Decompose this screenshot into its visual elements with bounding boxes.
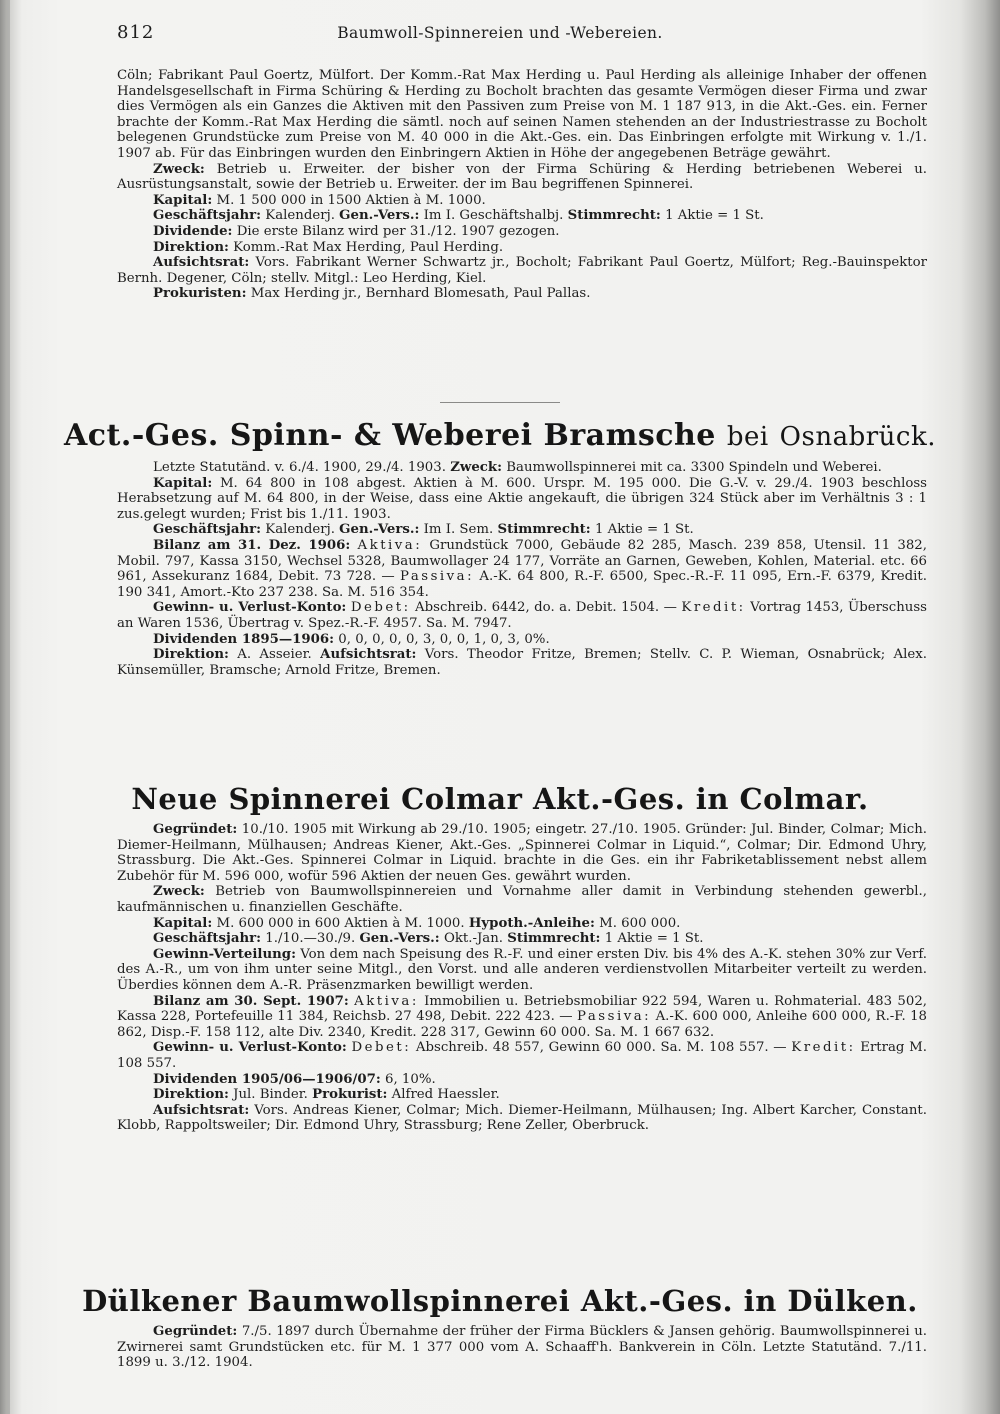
entry3-guv: Gewinn- u. Verlust-Konto: Debet: Abschreib. 48 557, Gewinn 60 000. Sa. M. 108 557. — Kredit: Ertrag M. 108 557. [117,1040,927,1071]
running-header [0,22,1000,50]
entry3-bilanz: Bilanz am 30. Sept. 1907: Aktiva: Immobilien u. Betriebsmobiliar 922 594, Waren u. Rohmaterial. 483 502, Kassa 228, Portefeuille 11 384, Reichsb. 27 498, Debit. 222 423. — Passiva: A.-K. 600 000, Anleihe 600 000, R.-F. 18 862, Disp.-F. 158 112, alte Div. 2340, Kredit. 228 317, Gewinn 60 000. Sa. M. 1 667 632. [117,993,928,1040]
entry2-kapital: Kapital: M. 64 800 in 108 abgest. Aktien à M. 600. Urspr. M. 195 000. Die G.-V. v. 29./4. 1903 beschloss Herabsetzung auf M. 64 800, in der Weise, dass eine Aktie angekauft, die übrigen 324 Stück aber im Verhältnis 3 : 1 zus.gelegt wurden; Frist bis 1./11. 1903. [117,475,927,522]
entry1-prokuristen: Prokuristen: Max Herding jr., Bernhard Blomesath, Paul Pallas. [153,286,591,302]
running-title: Baumwoll-Spinnereien und -Webereien. [337,24,663,42]
entry1-aufsichtsrat: Aufsichtsrat: Vors. Fabrikant Werner Schwartz jr., Bocholt; Fabrikant Paul Goertz, Mülfort; Reg.-Bauinspektor Bernh. Degener, Cöln; stellv. Mitgl.: Leo Herding, Kiel. [117,255,927,286]
page-edge-shadow [0,0,10,1414]
entry1-direktion: Direktion: Komm.-Rat Max Herding, Paul Herding. [153,239,504,255]
entry-duelken [117,1324,927,1371]
entry2-bilanz: Bilanz am 31. Dez. 1906: Aktiva: Grundstück 7000, Gebäude 82 285, Masch. 239 858, Utensil. 11 382, Mobil. 797, Kassa 3150, Wechsel 5328, Baumwollager 24 177, Vorräte an Garnen, Geweben, Kohlen, Material. etc. 66 961, Assekuranz 1684, Debit. 73 728. — Passiva: A.-K. 64 800, R.-F. 6500, Spec.-R.-F. 11 095, Ern.-F. 6379, Kredit. 190 341, Amort.-Kto 237 238. Sa. M. 516 354. [117,537,927,600]
entry3-gewinnverteilung: Gewinn-Verteilung: Von dem nach Speisung des R.-F. und einer ersten Div. bis 4% des A.-K. stehen 30% zur Verf. des A.-R., um von ihm unter seine Mitgl., den Vorst. und alle anderen verdienstvollen Mitarbeiter verteilt zu werden. Überdies können dem A.-R. Präsenzmarken bewilligt werden. [117,946,927,993]
entry1-kapital: Kapital: M. 1 500 000 in 1500 Aktien à M. 1000. [153,192,486,208]
entry3-aufsichtsrat: Aufsichtsrat: Vors. Andreas Kiener, Colmar; Mich. Diemer-Heilmann, Mülhausen; Ing. Albert Karcher, Constant. Klobb, Rappoltsweiler; Dir. Edmond Uhry, Strassburg; Rene Zeller, Oberbruck. [117,1102,927,1134]
entry3-direktion: Direktion: Jul. Binder. Prokurist: Alfred Haessler. [153,1087,500,1103]
entry-colmar [117,822,927,1134]
separator-rule [440,402,560,403]
entry3-gegruendet: Gegründet: 10./10. 1905 mit Wirkung ab 29./10. 1905; eingetr. 27./10. 1905. Gründer: Jul. Binder, Colmar; Mich. Diemer-Heilmann, Mülhausen; Andreas Kiener, Akt.-Ges. „Spinnerei Colmar in Liquid.“, Colmar; Dir. Edmond Uhry, Strassburg. Die Akt.-Ges. Spinnerei Colmar in Liquid. brachte in die Ges. ein ihr Fabriketablissement nebst allem Zubehör für M. 596 000, wofür 596 Aktien der neuen Ges. gewährt wurden. [117,822,927,884]
entry3-zweck: Zweck: Betrieb von Baumwollspinnereien und Vornahme aller damit in Verbindung stehenden gewerbl., kaufmännischen u. finanziellen Geschäfte. [117,884,927,915]
entry3-geschaeftsjahr: Geschäftsjahr: 1./10.—30./9. Gen.-Vers.: Okt.-Jan. Stimmrecht: 1 Aktie = 1 St. [153,931,704,947]
entry2-dividenden: Dividenden 1895—1906: 0, 0, 0, 0, 0, 3, 0, 0, 1, 0, 3, 0%. [153,631,550,647]
entry3-title: Neue Spinnerei Colmar Akt.-Ges. in Colmar. [131,782,869,816]
entry2-guv: Gewinn- u. Verlust-Konto: Debet: Abschreib. 6442, do. a. Debit. 1504. — Kredit: Vortrag 1453, Überschuss an Waren 1536, Übertrag v. Spez.-R.-F. 4957. Sa. M. 7947. [117,600,927,631]
entry1-zweck: Zweck: Betrieb u. Erweiter. der bisher von der Firma Schüring & Herding betriebenen Weberei u. Ausrüstungsanstalt, sowie der Betrieb u. Erweiter. der im Bau begriffenen Spinnerei. [117,161,927,193]
entry3-kapital: Kapital: M. 600 000 in 600 Aktien à M. 1000. Hypoth.-Anleihe: M. 600 000. [153,915,681,931]
page-number: 812 [117,22,155,43]
entry4-title: Dülkener Baumwollspinnerei Akt.-Ges. in Dülken. [82,1284,918,1318]
entry3-dividenden: Dividenden 1905/06—1906/07: 6, 10%. [153,1071,436,1087]
entry1-intro: Cöln; Fabrikant Paul Goertz, Mülfort. Der Komm.-Rat Max Herding u. Paul Herding als alleinige Inhaber der offenen Handelsgesellschaft in Firma Schüring & Herding zu Bocholt brachten das gesamte Vermögen dieser Firma und zwar dies Vermögen als ein Ganzes die Aktiven mit den Passiven zum Preise von M. 1 187 913, in die Akt.-Ges. ein. Ferner brachte der Komm.-Rat Max Herding die sämtl. noch auf seinen Namen stehenden an der Industriestrasse zu Bocholt belegenen Grundstücke zum Preise von M. 40 000 in die Akt.-Ges. ein. Das Einbringen erfolgte mit Wirkung v. 1./1. 1907 ab. Für das Einbringen wurden den Einbringern Aktien in Höhe der angegebenen Beträge gewährt. [117,68,927,161]
entry2-direktion: Direktion: A. Asseier. Aufsichtsrat: Vors. Theodor Fritze, Bremen; Stellv. C. P. Wieman, Osnabrück; Alex. Künsemüller, Bramsche; Arnold Fritze, Bremen. [117,647,927,678]
entry-bramsche [117,460,927,678]
entry2-geschaeftsjahr: Geschäftsjahr: Kalenderj. Gen.-Vers.: Im I. Sem. Stimmrecht: 1 Aktie = 1 St. [153,522,694,538]
entry4-gegruendet: Gegründet: 7./5. 1897 durch Übernahme der früher der Firma Bücklers & Jansen gehörig. Baumwollspinnerei u. Zwirnerei samt Grundstücken etc. für M. 1 377 000 vom A. Schaaff'h. Bankverein in Cöln. Letzte Statutänd. 7./11. 1899 u. 3./12. 1904. [117,1324,927,1371]
entry1-geschaeftsjahr: Geschäftsjahr: Kalenderj. Gen.-Vers.: Im I. Geschäftshalbj. Stimmrecht: 1 Aktie = 1 St. [153,208,764,224]
entry-schuering-herding [117,68,927,302]
entry2-title: Act.-Ges. Spinn- & Weberei Bramsche bei Osnabrück. [64,418,936,453]
entry1-dividende: Dividende: Die erste Bilanz wird per 31./12. 1907 gezogen. [153,223,560,239]
entry2-statut: Letzte Statutänd. v. 6./4. 1900, 29./4. 1903. Zweck: Baumwollspinnerei mit ca. 3300 Spindeln und Weberei. [153,460,882,475]
